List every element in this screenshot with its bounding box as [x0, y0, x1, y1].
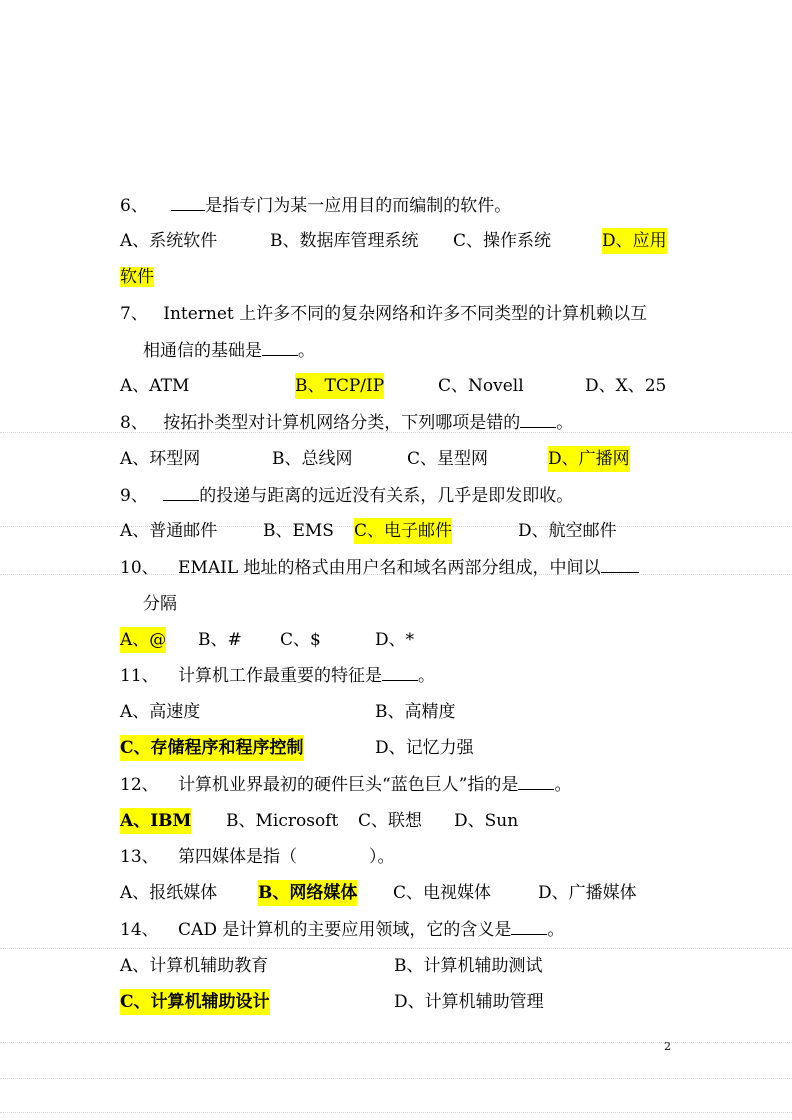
- option-c-correct: C、计算机辅助设计: [120, 989, 270, 1015]
- dotted-rule: [0, 1042, 792, 1043]
- question-text-end: ）。: [369, 847, 395, 867]
- answer-blank: [511, 920, 547, 935]
- question-10-stem-cont: [143, 591, 177, 617]
- option-c: C、$: [280, 630, 321, 650]
- question-13-stem: [120, 844, 395, 870]
- question-8-options: [120, 446, 680, 472]
- question-14-options-row2: [120, 989, 680, 1015]
- question-number: 12、: [120, 775, 159, 795]
- option-b: B、EMS: [263, 521, 334, 541]
- option-a: A、普通邮件: [120, 521, 218, 541]
- question-text: 是指专门为某一应用目的而编制的软件。: [205, 196, 512, 216]
- question-number: 8、: [120, 413, 148, 433]
- option-d: D、*: [375, 630, 415, 650]
- question-number: 13、: [120, 847, 159, 867]
- question-11-stem: [120, 663, 435, 689]
- question-text: 分隔: [143, 594, 177, 614]
- question-text: 按拓扑类型对计算机网络分类，下列哪项是错的: [163, 413, 521, 433]
- question-text: 相通信的基础是: [143, 341, 262, 361]
- option-d: D、Sun: [454, 811, 519, 831]
- answer-blank: [171, 196, 205, 211]
- question-number: 11、: [120, 666, 159, 686]
- option-d: D、广播媒体: [538, 883, 637, 903]
- question-11-options-row1: [120, 699, 680, 725]
- option-b: B、总线网: [272, 449, 353, 469]
- option-b: B、数据库管理系统: [270, 231, 419, 251]
- option-c: C、星型网: [407, 449, 489, 469]
- question-10-options: [120, 627, 680, 653]
- option-d: D、航空邮件: [518, 521, 617, 541]
- answer-blank: [382, 666, 418, 681]
- option-d: D、记忆力强: [375, 738, 474, 758]
- question-text: 第四媒体是指（: [178, 847, 298, 867]
- question-number: 6、: [120, 196, 148, 216]
- option-b: B、高精度: [375, 702, 456, 722]
- question-10-stem: [120, 555, 639, 581]
- question-number: 14、: [120, 920, 159, 940]
- option-a: A、ATM: [120, 376, 190, 396]
- option-b-correct: B、TCP/IP: [295, 373, 384, 399]
- option-a: A、高速度: [120, 702, 201, 722]
- question-7-stem: [120, 301, 647, 327]
- option-d-correct: D、广播网: [548, 446, 630, 472]
- question-12-options: [120, 808, 680, 834]
- option-d: D、计算机辅助管理: [394, 992, 544, 1012]
- question-number: 10、: [120, 558, 159, 578]
- option-a: A、计算机辅助教育: [120, 956, 269, 976]
- option-d-continued: 软件: [120, 267, 154, 287]
- question-text: 的投递与距离的远近没有关系，几乎是即发即收。: [199, 486, 574, 506]
- option-b: B、计算机辅助测试: [394, 956, 543, 976]
- question-13-options: [120, 880, 680, 906]
- dotted-rule: [0, 1078, 792, 1079]
- option-d: D、X、25: [585, 376, 667, 396]
- page-number: 2: [664, 1040, 671, 1053]
- option-c: C、电视媒体: [393, 883, 492, 903]
- dotted-rule: [0, 1112, 792, 1113]
- question-text-end: 。: [298, 341, 315, 361]
- option-a: A、环型网: [120, 449, 201, 469]
- option-c-correct: C、存储程序和程序控制: [120, 735, 304, 761]
- question-text-end: 。: [556, 413, 574, 433]
- option-c: C、联想: [358, 811, 423, 831]
- option-a: A、报纸媒体: [120, 883, 218, 903]
- answer-blank: [163, 486, 199, 501]
- question-text-end: 。: [547, 920, 565, 940]
- question-number: 7、: [120, 304, 148, 324]
- question-text: CAD 是计算机的主要应用领域，它的含义是: [178, 920, 512, 940]
- question-14-stem: [120, 917, 564, 943]
- question-text-end: 。: [418, 666, 436, 686]
- question-11-options-row2: [120, 735, 680, 761]
- answer-blank: [518, 775, 554, 790]
- question-6-options: [120, 228, 680, 254]
- answer-blank: [601, 558, 639, 573]
- question-6-option-wrap: [120, 264, 154, 290]
- dotted-rule: [0, 948, 792, 949]
- question-7-options: [120, 373, 680, 399]
- answer-blank: [262, 341, 298, 356]
- question-6-stem: [120, 193, 511, 219]
- question-number: 9、: [120, 486, 148, 506]
- question-text: Internet 上许多不同的复杂网络和许多不同类型的计算机赖以互: [163, 304, 648, 324]
- option-a-correct: A、IBM: [120, 808, 191, 834]
- question-12-stem: [120, 772, 571, 798]
- question-14-options-row1: [120, 953, 680, 979]
- answer-blank: [520, 413, 556, 428]
- option-c: C、Novell: [438, 376, 524, 396]
- question-text: 计算机业界最初的硬件巨头“蓝色巨人”指的是: [178, 775, 519, 795]
- question-9-stem: [120, 483, 573, 509]
- option-c: C、操作系统: [453, 231, 552, 251]
- question-text-end: 。: [554, 775, 572, 795]
- question-7-stem-cont: [143, 338, 315, 364]
- option-b: B、Microsoft: [226, 811, 339, 831]
- option-d-correct: D、应用: [602, 228, 667, 254]
- question-9-options: [120, 518, 680, 544]
- option-a-correct: A、@: [120, 627, 166, 653]
- question-text: 计算机工作最重要的特征是: [178, 666, 383, 686]
- option-b-correct: B、网络媒体: [258, 880, 357, 906]
- option-a: A、系统软件: [120, 231, 218, 251]
- question-text: EMAIL 地址的格式由用户名和域名两部分组成，中间以: [178, 558, 601, 578]
- question-8-stem: [120, 410, 573, 436]
- option-c-correct: C、电子邮件: [354, 518, 452, 544]
- option-b: B、#: [198, 630, 242, 650]
